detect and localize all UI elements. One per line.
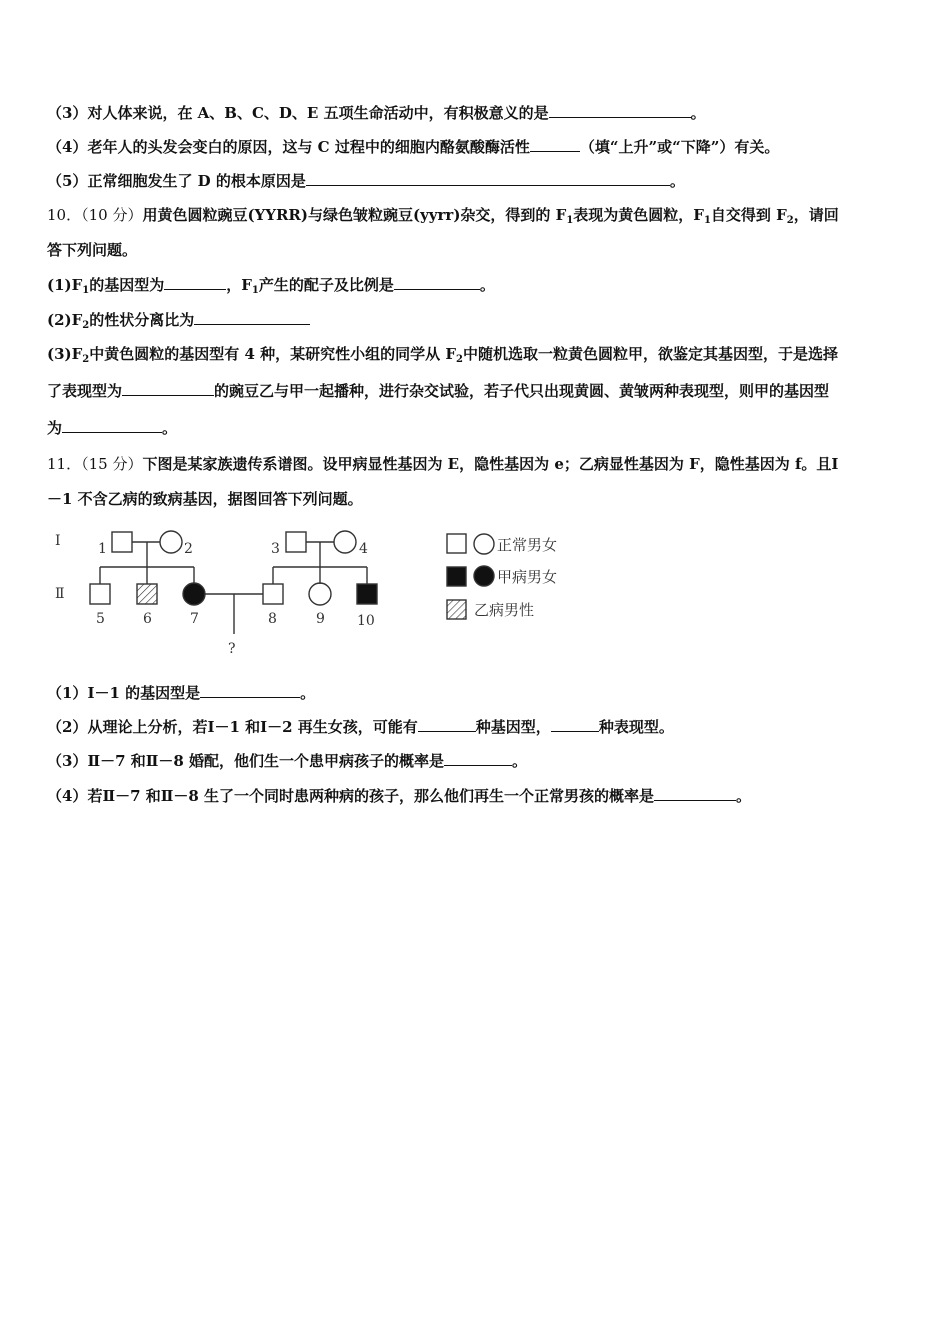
q10-stem: 10．（10 分）用黄色圆粒豌豆(YYRR)与绿色皱粒豌豆(yyrr)杂交，得到的 $F_1$表现为黄色圆粒，$F_1$自交得到 $F_2$，请回 bbox=[47, 206, 839, 226]
legend-normal-label: 正常男女 bbox=[497, 536, 558, 554]
pedigree-legend bbox=[440, 528, 600, 628]
individual-II5-normal-male bbox=[90, 584, 110, 604]
legend-normal-female-icon bbox=[474, 534, 494, 554]
number-5: 5 bbox=[96, 611, 105, 627]
answer-blank[interactable] bbox=[394, 275, 480, 290]
number-8: 8 bbox=[268, 611, 277, 627]
q11-part1: （1）Ⅰ－1 的基因型是 。 bbox=[47, 684, 316, 702]
individual-I2-normal-female bbox=[160, 531, 182, 553]
q10-part3-line2: 了表现型为 的豌豆乙与甲一起播种，进行杂交试验，若子代只出现黄圆、黄皱两种表现型，则甲的基因型 bbox=[47, 382, 830, 400]
individual-II6-diseaseB-male bbox=[137, 584, 157, 604]
answer-blank[interactable] bbox=[551, 717, 599, 732]
answer-blank[interactable] bbox=[418, 717, 476, 732]
number-1: 1 bbox=[98, 541, 107, 557]
answer-blank[interactable] bbox=[306, 171, 670, 186]
number-3: 3 bbox=[271, 541, 280, 557]
number-9: 9 bbox=[316, 611, 325, 627]
number-7: 7 bbox=[190, 611, 199, 627]
q11-part4: （4）若Ⅱ－7 和Ⅱ－8 生了一个同时患两种病的孩子，那么他们再生一个正常男孩的概率是 。 bbox=[47, 787, 752, 805]
answer-blank[interactable] bbox=[200, 683, 300, 698]
answer-blank[interactable] bbox=[122, 381, 214, 396]
number-6: 6 bbox=[143, 611, 152, 627]
answer-blank[interactable] bbox=[62, 418, 162, 433]
q11-stem-line2: －1 不含乙病的致病基因，据图回答下列问题。 bbox=[47, 490, 363, 508]
q10-part3-line3: 为 。 bbox=[47, 419, 178, 437]
answer-blank[interactable] bbox=[444, 751, 512, 766]
individual-II7-diseaseA-female bbox=[183, 583, 205, 605]
individual-II9-normal-female bbox=[309, 583, 331, 605]
legend-diseaseA-male-icon bbox=[447, 567, 466, 586]
individual-II8-normal-male bbox=[263, 584, 283, 604]
q9-part5: （5）正常细胞发生了 D 的根本原因是 。 bbox=[47, 172, 685, 190]
individual-I4-normal-female bbox=[334, 531, 356, 553]
q10-part3: $(3)F_2$中黄色圆粒的基因型有 4 种，某研究性小组的同学从 $F_2$中随机选取一粒黄色圆粒甲，欲鉴定其基因型，于是选择 bbox=[47, 345, 838, 365]
q9-part3: （3）对人体来说，在 A、B、C、D、E 五项生命活动中，有积极意义的是 。 bbox=[47, 104, 706, 122]
unknown-child-mark: ? bbox=[228, 641, 236, 657]
legend-diseaseB-male-icon bbox=[447, 600, 466, 619]
q9-part4: （4）老年人的头发会变白的原因，这与 C 过程中的细胞内酪氨酸酶活性 （填“上升”或“下降”）有关。 bbox=[47, 138, 780, 156]
number-10: 10 bbox=[357, 613, 375, 629]
q11-part2: （2）从理论上分析，若Ⅰ－1 和Ⅰ－2 再生女孩，可能有 种基因型， 种表现型。 bbox=[47, 718, 674, 736]
answer-blank[interactable] bbox=[654, 786, 736, 801]
legend-diseaseB-label: 乙病男性 bbox=[474, 601, 535, 619]
gen-label-I: Ⅰ bbox=[55, 533, 61, 549]
number-4: 4 bbox=[359, 541, 368, 557]
individual-I3-normal-male bbox=[286, 532, 306, 552]
legend-diseaseA-female-icon bbox=[474, 566, 494, 586]
legend-normal-male-icon bbox=[447, 534, 466, 553]
number-2: 2 bbox=[184, 541, 193, 557]
q11-stem: 11．（15 分）下图是某家族遗传系谱图。设甲病显性基因为 E，隐性基因为 e；乙病显性基因为 F，隐性基因为 f。且Ⅰ bbox=[47, 455, 839, 473]
pedigree-chart bbox=[50, 522, 400, 662]
answer-blank[interactable] bbox=[530, 137, 580, 152]
q10-stem-line2: 答下列问题。 bbox=[47, 241, 138, 259]
answer-blank[interactable] bbox=[549, 103, 691, 118]
answer-blank[interactable] bbox=[164, 275, 226, 290]
gen-label-II: Ⅱ bbox=[55, 586, 65, 602]
q11-part3: （3）Ⅱ－7 和Ⅱ－8 婚配，他们生一个患甲病孩子的概率是 。 bbox=[47, 752, 528, 770]
q10-part2: $(2)F_2$的性状分离比为 bbox=[47, 310, 310, 336]
individual-I1-normal-male bbox=[112, 532, 132, 552]
answer-blank[interactable] bbox=[194, 310, 310, 325]
legend-diseaseA-label: 甲病男女 bbox=[497, 568, 558, 586]
q10-part1: $(1)F_1$的基因型为 ，$F_1$产生的配子及比例是 。 bbox=[47, 276, 495, 296]
individual-II10-diseaseA-male bbox=[357, 584, 377, 604]
